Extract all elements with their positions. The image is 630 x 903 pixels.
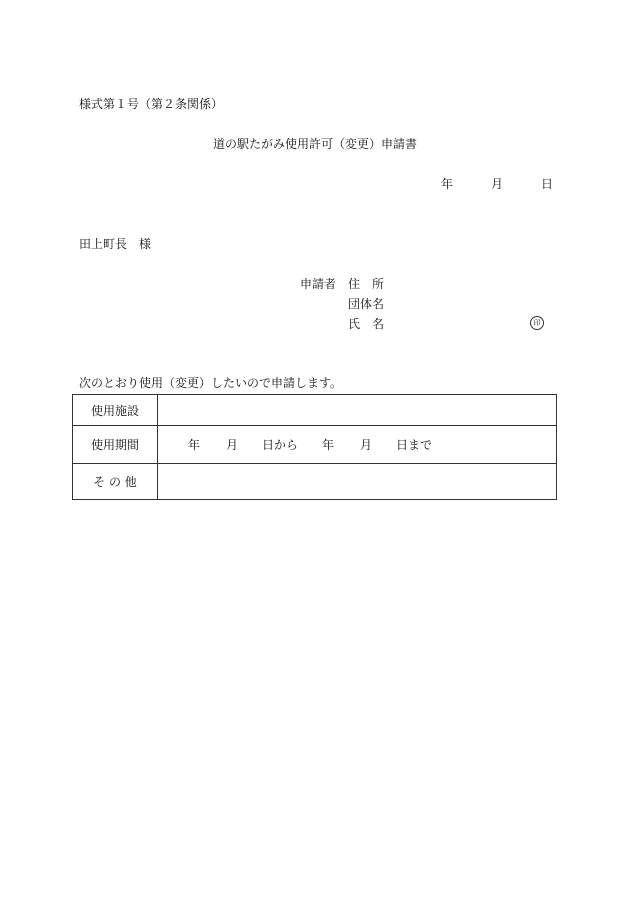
other-value-cell[interactable]: [158, 464, 557, 500]
period-to-month: 月: [360, 438, 373, 452]
period-label: 使用期間: [73, 426, 158, 464]
period-value-cell[interactable]: [158, 426, 557, 464]
period-to-year: 年: [322, 438, 335, 452]
form-number: 様式第１号（第２条関係）: [79, 97, 224, 111]
table-row-facility: [73, 395, 557, 426]
addressee: 田上町長 様: [79, 237, 152, 251]
application-table: [72, 394, 557, 500]
document-title: 道の駅たがみ使用許可（変更）申請書: [212, 137, 417, 151]
date-month-label: 月: [491, 177, 504, 191]
address-label: 住 所: [348, 277, 385, 291]
intro-text: 次のとおり使用（変更）したいので申請します。: [79, 376, 343, 390]
period-from-month: 月: [226, 438, 239, 452]
date-day-label: 日: [541, 177, 554, 191]
period-to-day: 日まで: [396, 438, 433, 452]
group-name-label: 団体名: [348, 297, 385, 311]
facility-value-cell[interactable]: [158, 395, 557, 426]
period-from-year: 年: [188, 438, 201, 452]
table-row-period: [73, 426, 557, 464]
facility-label: 使用施設: [73, 395, 158, 426]
period-from-day: 日から: [262, 438, 299, 452]
name-label: 氏 名: [348, 317, 385, 331]
applicant-label: 申請者: [300, 277, 337, 291]
table-row-other: [73, 464, 557, 500]
other-label: そ の 他: [73, 464, 158, 500]
date-year-label: 年: [441, 177, 454, 191]
seal-icon: 印: [530, 316, 544, 330]
